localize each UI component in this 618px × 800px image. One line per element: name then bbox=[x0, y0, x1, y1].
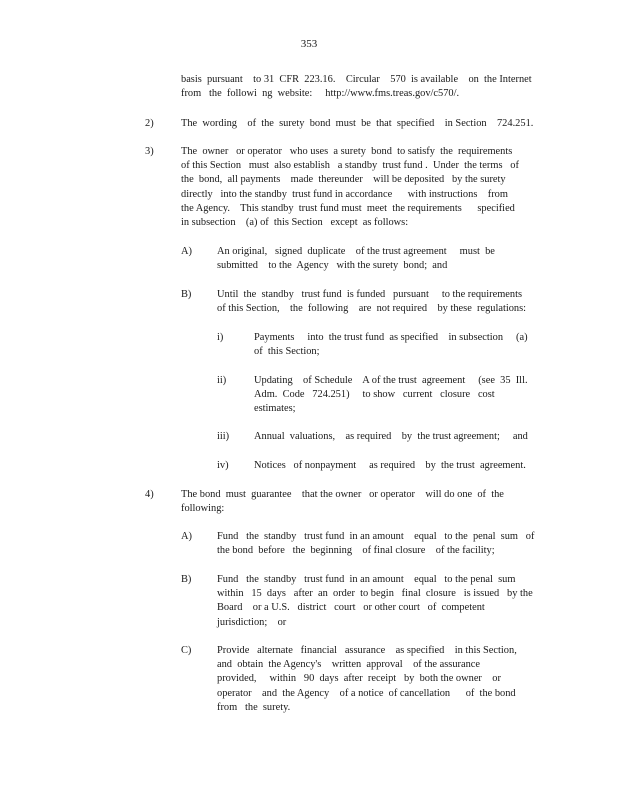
item-3b-iv-text bbox=[254, 459, 526, 473]
item-4b-label: B) bbox=[181, 574, 192, 585]
text-line: operator and the Agency of a notice of cancellation of the bond bbox=[217, 687, 516, 699]
item-4b-text bbox=[217, 573, 533, 630]
text-line: of this Section, the following are not required by these regulations: bbox=[217, 303, 527, 315]
text-line: submitted to the Agency with the surety bond; and bbox=[217, 260, 448, 272]
intro-paragraph bbox=[181, 73, 532, 101]
item-4c-label: C) bbox=[181, 645, 192, 656]
text-line: The bond must guarantee that the owner or operator will do one of the bbox=[181, 489, 504, 500]
text-line: Annual valuations, as required by the trust agreement; and bbox=[254, 431, 528, 442]
text-line: provided, within 90 days after receipt by both the owner or bbox=[217, 673, 501, 685]
text-line: following: bbox=[181, 503, 225, 515]
text-line: Board or a U.S. district court or other court of competent bbox=[217, 602, 485, 614]
item-3b-text bbox=[217, 288, 526, 316]
item-3b-iii-text bbox=[254, 430, 528, 444]
item-3b-iii-label: iii) bbox=[217, 431, 230, 442]
text-line: Provide alternate financial assurance as specified in this Section, bbox=[217, 645, 517, 656]
text-line: of this Section must also establish a standby trust fund . Under the terms of bbox=[181, 160, 519, 172]
text-line: The owner or operator who uses a surety bond to satisfy the requirements bbox=[181, 146, 513, 157]
item-3b-label: B) bbox=[181, 289, 192, 300]
text-line: the bond, all payments made thereunder will be deposited by the surety bbox=[181, 174, 506, 186]
page-number: 353 bbox=[300, 38, 318, 50]
text-line: from the followi ng website: http://www.fms.treas.gov/c570/. bbox=[181, 88, 460, 100]
item-3b-ii-text bbox=[254, 374, 528, 417]
text-line: of this Section; bbox=[254, 346, 320, 358]
item-3b-ii-label: ii) bbox=[217, 375, 227, 386]
text-line: the bond before the beginning of final closure of the facility; bbox=[217, 545, 495, 557]
text-line: Payments into the trust fund as specified in subsection (a) bbox=[254, 332, 528, 343]
item-3a-text bbox=[217, 245, 495, 273]
text-line: from the surety. bbox=[217, 701, 291, 713]
text-line: Adm. Code 724.251) to show current closure cost bbox=[254, 389, 495, 401]
text-line: Fund the standby trust fund in an amount equal to the penal sum bbox=[217, 574, 516, 585]
text-line: estimates; bbox=[254, 403, 296, 415]
text-line: and obtain the Agency's written approval of the assurance bbox=[217, 659, 481, 671]
text-line: basis pursuant to 31 CFR 223.16. Circular 570 is available on the Internet bbox=[181, 74, 532, 85]
text-line: Updating of Schedule A of the trust agreement (see 35 Ill. bbox=[254, 375, 528, 386]
text-line: in subsection (a) of this Section except as follows: bbox=[181, 217, 409, 229]
text-line: directly into the standby trust fund in accordance with instructions from bbox=[181, 188, 508, 200]
text-line: Notices of nonpayment as required by the trust agreement. bbox=[254, 460, 526, 471]
text-line: jurisdiction; or bbox=[217, 616, 287, 628]
item-3-label: 3) bbox=[145, 146, 154, 157]
item-4-label: 4) bbox=[145, 489, 154, 500]
item-2-text bbox=[181, 117, 533, 131]
text-line: within 15 days after an order to begin final closure is issued by the bbox=[217, 588, 533, 600]
item-4a-text bbox=[217, 530, 534, 558]
item-3b-iv-label: iv) bbox=[217, 460, 229, 471]
item-4a-label: A) bbox=[181, 531, 192, 542]
text-line: the Agency. This standby trust fund must meet the requirements specified bbox=[181, 202, 515, 214]
item-4-text bbox=[181, 488, 504, 516]
item-3-text bbox=[181, 145, 519, 230]
item-3b-i-label: i) bbox=[217, 332, 224, 343]
item-3b-i-text bbox=[254, 331, 528, 359]
text-line: Fund the standby trust fund in an amount equal to the penal sum of bbox=[217, 531, 535, 542]
text-line: The wording of the surety bond must be that specified in Section 724.251. bbox=[181, 118, 534, 129]
text-line: An original, signed duplicate of the trust agreement must be bbox=[217, 246, 495, 257]
item-4c-text bbox=[217, 644, 517, 715]
text-line: Until the standby trust fund is funded pursuant to the requirements bbox=[217, 289, 523, 300]
item-3a-label: A) bbox=[181, 246, 192, 257]
item-2-label: 2) bbox=[145, 118, 154, 129]
